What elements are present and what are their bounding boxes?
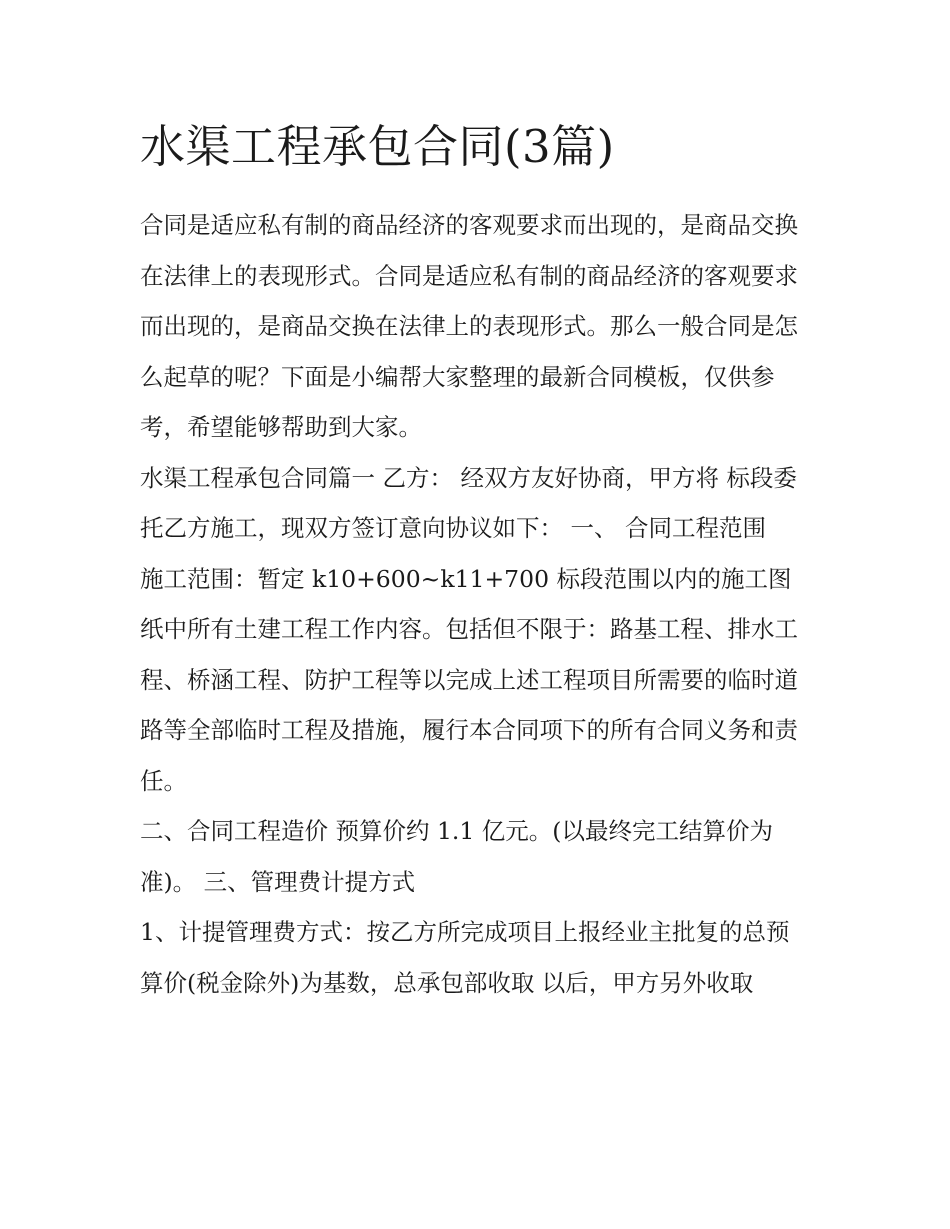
paragraph-contract-opening: 水渠工程承包合同篇一 乙方： 经双方友好协商，甲方将 标段委托乙方施工，现双方签订意向协议如下： 一、 合同工程范围 (140, 463, 797, 542)
document-body (140, 112, 812, 1008)
paragraph-contract-price: 二、合同工程造价 预算价约 1.1 亿元。(以最终完工结算价为准)。 三、管理费计提方式 (140, 817, 773, 896)
paragraph-management-fee: 1、计提管理费方式：按乙方所完成项目上报经业主批复的总预算价(税金除外)为基数，总承包部收取 以后，甲方另外收取 (140, 918, 790, 997)
document-title: 水渠工程承包合同(3篇) (140, 120, 615, 173)
paragraph-intro: 合同是适应私有制的商品经济的客观要求而出现的，是商品交换在法律上的表现形式。合同是适应私有制的商品经济的客观要求而出现的，是商品交换在法律上的表现形式。那么一般合同是怎么起草的呢？下面是小编帮大家整理的最新合同模板，仅供参考，希望能够帮助到大家。 (140, 211, 798, 441)
paragraph-construction-scope: 施工范围：暂定 k10+600~k11+700 标段范围以内的施工图纸中所有土建工程工作内容。包括但不限于：路基工程、排水工程、桥涵工程、防护工程等以完成上述工程项目所需要的临时道路等全部临时工程及措施，履行本合同项下的所有合同义务和责任。 (140, 564, 798, 795)
